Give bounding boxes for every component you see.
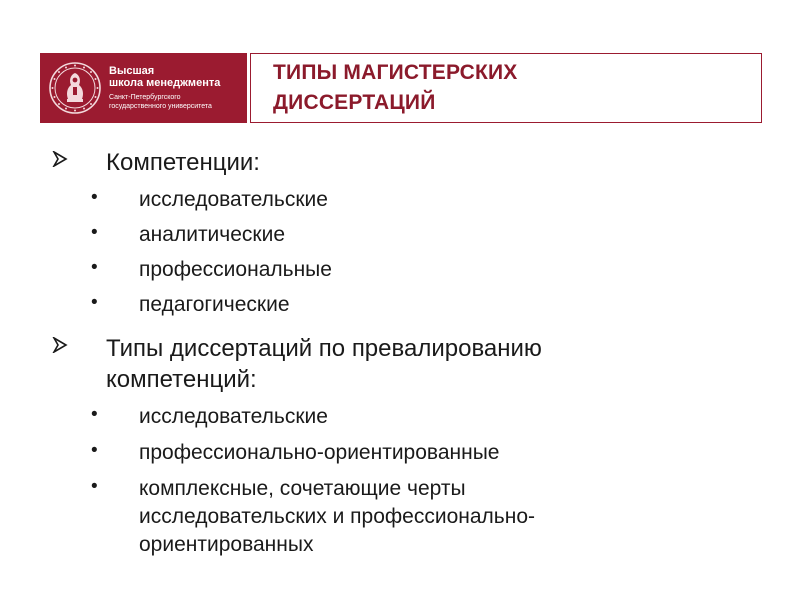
section-heading-line: компетенций: (106, 366, 257, 393)
chevron-bullet-icon (52, 151, 68, 167)
section-heading-line: Типы диссертаций по превалированию (106, 335, 542, 362)
chevron-bullet-icon (52, 337, 68, 353)
list-item: исследовательские (139, 188, 328, 211)
logo-subline: Санкт-Петербургского (109, 94, 181, 102)
bullet-icon: • (91, 404, 98, 425)
list-item: исследовательские (139, 405, 328, 428)
list-item: профессиональные (139, 258, 332, 281)
bullet-icon: • (91, 440, 98, 461)
bullet-icon: • (91, 222, 98, 243)
list-item: педагогические (139, 293, 290, 316)
list-item: профессионально-ориентированные (139, 441, 500, 464)
title-line: ДИССЕРТАЦИЙ (273, 91, 436, 114)
bullet-icon: • (91, 476, 98, 497)
logo-line: Высшая (109, 65, 155, 78)
bullet-icon: • (91, 292, 98, 313)
bullet-icon: • (91, 257, 98, 278)
logo-subline: государственного университета (109, 102, 212, 110)
section-heading: Компетенции: (106, 149, 260, 176)
title-line: ТИПЫ МАГИСТЕРСКИХ (273, 61, 518, 84)
list-item-line: комплексные, сочетающие черты (139, 477, 466, 500)
list-item-line: ориентированных (139, 533, 314, 556)
logo-line: школа менеджмента (109, 76, 221, 89)
list-item-line: исследовательских и профессионально- (139, 505, 535, 528)
bullet-icon: • (91, 187, 98, 208)
list-item: аналитические (139, 223, 286, 246)
